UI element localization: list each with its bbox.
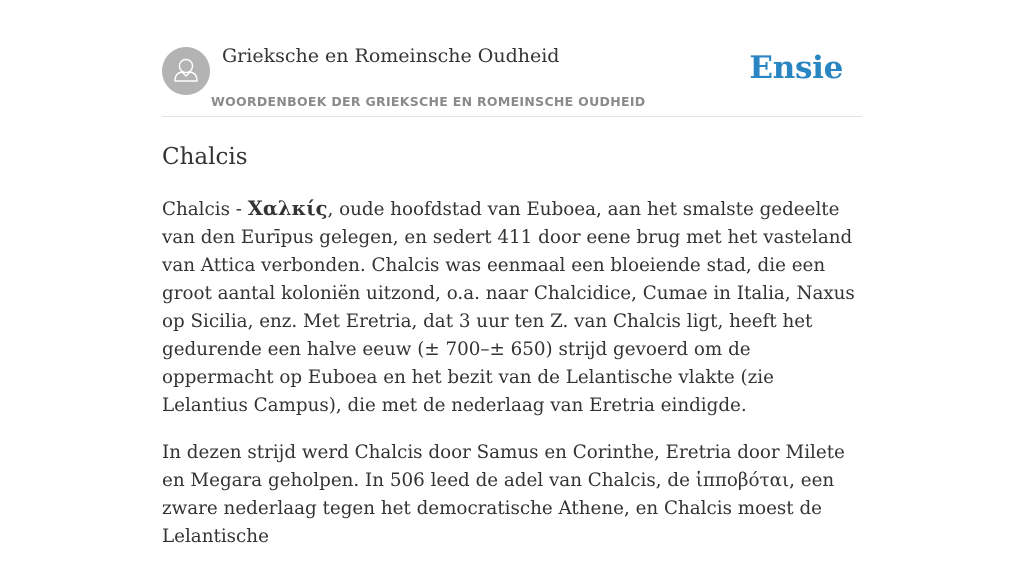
paragraph-2: In dezen strijd werd Chalcis door Samus en Corinthe, Eretria door Milete en Megara geholpen. In 506 leed de adel van Chalcis, de ἱπποβόται, een zware nederlaag tegen het democratische Athene, en Chalcis moest de Lelantische (162, 442, 845, 547)
p1-text: , oude hoofdstad van Euboea, aan het smalste gedeelte van den Eurīpus gelegen, en sedert 411 door eene brug met het vasteland van Attica verbonden. Chalcis was eenmaal een bloeiende stad, die een groot aantal koloniën uitzond, o.a. naar Chalcidice, Cumae in Italia, Naxus op Sicilia, enz. Met Eretria, dat 3 uur ten Z. van Chalcis ligt, heeft het gedurende een halve eeuw (± 700–± 650) strijd gevoerd om de oppermacht op Euboea en het bezit van de Lelantische vlakte (zie Lelantius Campus), die met de nederlaag van Eretria eindigde. (162, 199, 855, 416)
entry-title: Chalcis (162, 144, 248, 170)
user-placeholder-icon[interactable] (162, 47, 210, 95)
header (162, 0, 862, 117)
ensie-logo[interactable]: Ensie (749, 50, 843, 86)
greek-name: Χαλκίς (247, 197, 328, 220)
page (162, 0, 862, 570)
source-title[interactable]: Grieksche en Romeinsche Oudheid (222, 45, 560, 67)
source-subtitle: WOORDENBOEK DER GRIEKSCHE EN ROMEINSCHE OUDHEID (211, 94, 646, 109)
entry-body (162, 195, 862, 551)
p1-intro: Chalcis - (162, 199, 248, 220)
paragraph-1 (162, 195, 862, 420)
